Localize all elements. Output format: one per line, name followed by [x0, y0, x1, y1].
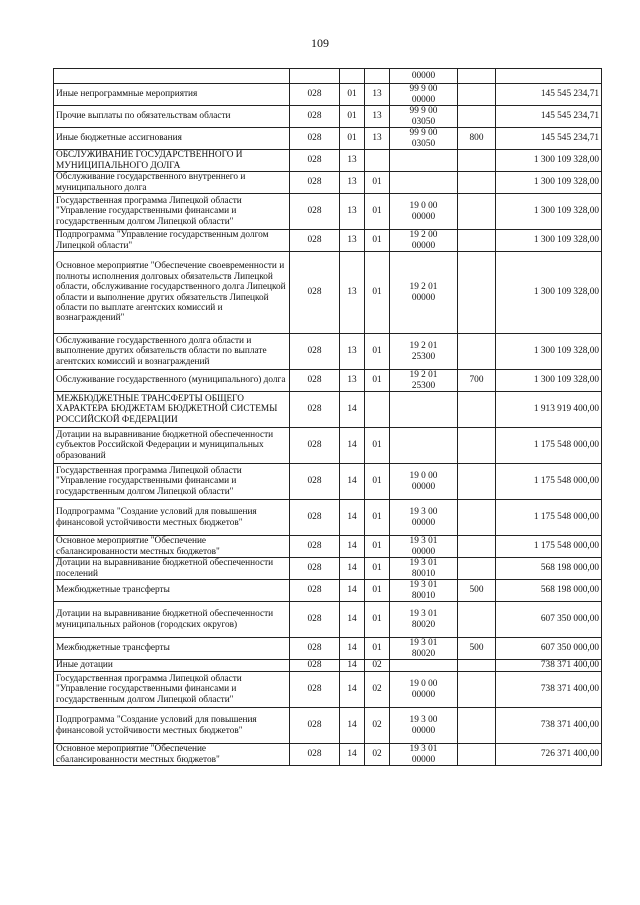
row-sum-cell: 1 175 548 000,00	[496, 428, 602, 464]
row-cs-cell	[390, 558, 458, 580]
row-gr-cell: 028	[290, 708, 340, 744]
row-name-cell: Иные дотации	[54, 660, 290, 672]
row-cs-cell	[390, 69, 458, 84]
cs-line-1: 19 2 00	[409, 230, 438, 241]
row-cs-cell	[390, 500, 458, 536]
row-cs-cell	[390, 660, 458, 672]
table-row	[54, 150, 602, 172]
row-sum-cell: 568 198 000,00	[496, 580, 602, 602]
row-gr-cell: 028	[290, 84, 340, 106]
cs-line-2: 03050	[411, 138, 436, 149]
row-gr-cell: 028	[290, 128, 340, 150]
row-pr-cell: 02	[365, 672, 390, 708]
row-cs-cell	[390, 84, 458, 106]
row-sum-cell: 1 175 548 000,00	[496, 536, 602, 558]
row-gr-cell: 028	[290, 150, 340, 172]
row-sum-cell: 1 913 919 400,00	[496, 392, 602, 428]
row-rz-cell: 13	[340, 172, 365, 194]
row-sum-cell: 145 545 234,71	[496, 84, 602, 106]
cs-line-2: 03050	[411, 116, 436, 127]
row-pr-cell: 02	[365, 708, 390, 744]
row-rz-cell: 13	[340, 334, 365, 370]
row-name-cell: Государственная программа Липецкой области "Управление государственными финансами и государственным долгом Липецкой области"	[54, 464, 290, 500]
row-rz-cell: 14	[340, 428, 365, 464]
row-rz-cell: 01	[340, 128, 365, 150]
cs-line-1: 19 3 01	[409, 580, 438, 591]
table-row	[54, 128, 602, 150]
cs-line-2: 80020	[411, 619, 436, 630]
row-pr-cell: 01	[365, 638, 390, 660]
cs-line-1: 19 3 00	[409, 715, 438, 726]
table-row	[54, 660, 602, 672]
row-gr-cell: 028	[290, 252, 340, 334]
cs-line-2: 00000	[411, 689, 436, 700]
row-vr-cell	[458, 106, 496, 128]
row-name-cell: Подпрограмма "Управление государственным долгом Липецкой области"	[54, 230, 290, 252]
row-name-cell: Обслуживание государственного внутреннего и муниципального долга	[54, 172, 290, 194]
row-gr-cell	[290, 69, 340, 84]
row-pr-cell: 01	[365, 370, 390, 392]
row-name-cell: Иные непрограммные мероприятия	[54, 84, 290, 106]
row-gr-cell: 028	[290, 660, 340, 672]
table-row	[54, 638, 602, 660]
row-pr-cell: 13	[365, 128, 390, 150]
row-sum-cell: 145 545 234,71	[496, 106, 602, 128]
table-row	[54, 500, 602, 536]
row-rz-cell: 14	[340, 500, 365, 536]
row-gr-cell: 028	[290, 536, 340, 558]
table-row	[54, 558, 602, 580]
row-rz-cell: 14	[340, 744, 365, 766]
row-gr-cell: 028	[290, 744, 340, 766]
table-row	[54, 672, 602, 708]
row-vr-cell	[458, 194, 496, 230]
row-cs-cell	[390, 128, 458, 150]
row-cs-cell	[390, 334, 458, 370]
cs-line-2: 00000	[411, 754, 436, 765]
row-rz-cell: 14	[340, 602, 365, 638]
cs-line-2: 80010	[411, 590, 436, 601]
row-cs-cell	[390, 580, 458, 602]
row-name-cell: Государственная программа Липецкой области "Управление государственными финансами и государственным долгом Липецкой области"	[54, 672, 290, 708]
row-gr-cell: 028	[290, 370, 340, 392]
table-row	[54, 464, 602, 500]
row-gr-cell: 028	[290, 334, 340, 370]
row-pr-cell: 02	[365, 744, 390, 766]
row-sum-cell: 738 371 400,00	[496, 660, 602, 672]
table-row	[54, 428, 602, 464]
table-body	[54, 69, 602, 766]
row-vr-cell	[458, 558, 496, 580]
cs-line-2: 00000	[411, 481, 436, 492]
cs-line-1: 19 3 01	[409, 744, 438, 755]
row-sum-cell: 1 175 548 000,00	[496, 464, 602, 500]
row-sum-cell: 738 371 400,00	[496, 708, 602, 744]
cs-line-1: 19 2 01	[409, 282, 438, 293]
cs-line-2: 00000	[411, 292, 436, 303]
row-vr-cell	[458, 150, 496, 172]
cs-line-1: 19 3 01	[409, 558, 438, 569]
row-vr-cell	[458, 464, 496, 500]
row-name-cell: Дотации на выравнивание бюджетной обеспеченности поселений	[54, 558, 290, 580]
cs-line-1: 19 0 00	[409, 201, 438, 212]
row-pr-cell: 01	[365, 194, 390, 230]
row-vr-cell	[458, 252, 496, 334]
row-name-cell: Межбюджетные трансферты	[54, 580, 290, 602]
table-row	[54, 708, 602, 744]
row-gr-cell: 028	[290, 392, 340, 428]
cs-line-1: 19 3 01	[409, 638, 438, 649]
table-row	[54, 602, 602, 638]
row-pr-cell: 01	[365, 252, 390, 334]
row-pr-cell: 01	[365, 334, 390, 370]
cs-line-1: 99 9 00	[409, 128, 438, 139]
row-gr-cell: 028	[290, 638, 340, 660]
cs-line-1: 19 2 01	[409, 341, 438, 352]
cs-line-2: 00000	[411, 725, 436, 736]
cs-line-2: 25300	[411, 351, 436, 362]
row-pr-cell: 02	[365, 660, 390, 672]
row-vr-cell	[458, 84, 496, 106]
row-name-cell: ОБСЛУЖИВАНИЕ ГОСУДАРСТВЕННОГО И МУНИЦИПАЛЬНОГО ДОЛГА	[54, 150, 290, 172]
row-sum-cell	[496, 69, 602, 84]
row-rz-cell: 13	[340, 194, 365, 230]
cs-line-1: 19 0 00	[409, 471, 438, 482]
row-pr-cell: 01	[365, 580, 390, 602]
row-vr-cell: 500	[458, 638, 496, 660]
row-sum-cell: 1 300 109 328,00	[496, 252, 602, 334]
row-vr-cell: 800	[458, 128, 496, 150]
cs-line-1: 99 9 00	[409, 84, 438, 95]
cs-line-1: 99 9 00	[409, 106, 438, 117]
row-vr-cell	[458, 672, 496, 708]
table-row	[54, 194, 602, 230]
row-name-cell: Обслуживание государственного долга области и выполнение других обязательств области по выплате агентских комиссий и вознаграждений	[54, 334, 290, 370]
row-vr-cell	[458, 708, 496, 744]
row-pr-cell: 13	[365, 106, 390, 128]
row-vr-cell	[458, 392, 496, 428]
row-vr-cell	[458, 602, 496, 638]
row-rz-cell	[340, 69, 365, 84]
row-pr-cell: 01	[365, 464, 390, 500]
cs-line-2: 80020	[411, 648, 436, 659]
row-name-cell: Основное мероприятие "Обеспечение сбалансированности местных бюджетов"	[54, 744, 290, 766]
row-cs-cell	[390, 230, 458, 252]
row-sum-cell: 1 175 548 000,00	[496, 500, 602, 536]
row-sum-cell: 145 545 234,71	[496, 128, 602, 150]
row-rz-cell: 14	[340, 708, 365, 744]
cs-line-1: 19 2 01	[409, 370, 438, 381]
row-name-cell: Дотации на выравнивание бюджетной обеспеченности субъектов Российской Федерации и муниципальных образований	[54, 428, 290, 464]
row-pr-cell	[365, 69, 390, 84]
row-rz-cell: 01	[340, 84, 365, 106]
row-name-cell: Иные бюджетные ассигнования	[54, 128, 290, 150]
table-row	[54, 536, 602, 558]
row-sum-cell: 607 350 000,00	[496, 638, 602, 660]
row-name-cell: Межбюджетные трансферты	[54, 638, 290, 660]
cs-line-1: 19 0 00	[409, 679, 438, 690]
budget-table	[53, 68, 602, 766]
row-sum-cell: 1 300 109 328,00	[496, 172, 602, 194]
cs-line-1: 19 3 00	[409, 507, 438, 518]
row-gr-cell: 028	[290, 602, 340, 638]
row-vr-cell: 500	[458, 580, 496, 602]
table-row	[54, 172, 602, 194]
cs-line-1: 19 3 01	[409, 536, 438, 547]
row-gr-cell: 028	[290, 172, 340, 194]
row-rz-cell: 14	[340, 464, 365, 500]
cs-line-2: 00000	[411, 517, 436, 528]
table-row	[54, 334, 602, 370]
row-cs-cell	[390, 150, 458, 172]
row-gr-cell: 028	[290, 464, 340, 500]
cs-line-2: 00000	[411, 70, 436, 81]
row-gr-cell: 028	[290, 580, 340, 602]
row-cs-cell	[390, 464, 458, 500]
row-pr-cell: 13	[365, 84, 390, 106]
row-cs-cell	[390, 172, 458, 194]
row-name-cell: Прочие выплаты по обязательствам области	[54, 106, 290, 128]
row-rz-cell: 14	[340, 536, 365, 558]
row-name-cell: Подпрограмма "Создание условий для повышения финансовой устойчивости местных бюджетов"	[54, 708, 290, 744]
table-row	[54, 580, 602, 602]
row-name-cell: Основное мероприятие "Обеспечение сбалансированности местных бюджетов"	[54, 536, 290, 558]
row-sum-cell: 1 300 109 328,00	[496, 334, 602, 370]
row-pr-cell: 01	[365, 428, 390, 464]
row-name-cell: Дотации на выравнивание бюджетной обеспеченности муниципальных районов (городских округов)	[54, 602, 290, 638]
row-name-cell	[54, 69, 290, 84]
row-cs-cell	[390, 672, 458, 708]
table-row	[54, 84, 602, 106]
row-vr-cell	[458, 744, 496, 766]
row-rz-cell: 13	[340, 252, 365, 334]
row-pr-cell: 01	[365, 558, 390, 580]
row-cs-cell	[390, 536, 458, 558]
cs-line-2: 00000	[411, 240, 436, 251]
row-sum-cell: 1 300 109 328,00	[496, 230, 602, 252]
row-gr-cell: 028	[290, 558, 340, 580]
row-rz-cell: 14	[340, 672, 365, 708]
page-number: 109	[311, 36, 329, 50]
row-cs-cell	[390, 638, 458, 660]
table-row	[54, 230, 602, 252]
row-rz-cell: 14	[340, 558, 365, 580]
table-row	[54, 69, 602, 84]
row-cs-cell	[390, 194, 458, 230]
row-vr-cell	[458, 69, 496, 84]
row-gr-cell: 028	[290, 428, 340, 464]
row-cs-cell	[390, 392, 458, 428]
cs-line-2: 80010	[411, 568, 436, 579]
cs-line-2: 00000	[411, 211, 436, 222]
row-gr-cell: 028	[290, 230, 340, 252]
table-row	[54, 252, 602, 334]
row-pr-cell: 01	[365, 536, 390, 558]
row-sum-cell: 1 300 109 328,00	[496, 370, 602, 392]
row-sum-cell: 607 350 000,00	[496, 602, 602, 638]
row-sum-cell: 726 371 400,00	[496, 744, 602, 766]
row-vr-cell	[458, 172, 496, 194]
table-row	[54, 744, 602, 766]
row-cs-cell	[390, 744, 458, 766]
row-cs-cell	[390, 602, 458, 638]
row-vr-cell	[458, 536, 496, 558]
row-sum-cell: 568 198 000,00	[496, 558, 602, 580]
row-vr-cell: 700	[458, 370, 496, 392]
cs-line-2: 25300	[411, 380, 436, 391]
row-rz-cell: 13	[340, 150, 365, 172]
row-rz-cell: 14	[340, 392, 365, 428]
table-row	[54, 370, 602, 392]
row-rz-cell: 14	[340, 660, 365, 672]
row-gr-cell: 028	[290, 194, 340, 230]
row-pr-cell	[365, 392, 390, 428]
row-vr-cell	[458, 660, 496, 672]
row-pr-cell: 01	[365, 500, 390, 536]
row-rz-cell: 14	[340, 638, 365, 660]
row-sum-cell: 738 371 400,00	[496, 672, 602, 708]
table-row	[54, 392, 602, 428]
row-rz-cell: 01	[340, 106, 365, 128]
row-pr-cell	[365, 150, 390, 172]
row-name-cell: Обслуживание государственного (муниципального) долга	[54, 370, 290, 392]
cs-line-1: 19 3 01	[409, 609, 438, 620]
row-gr-cell: 028	[290, 500, 340, 536]
row-vr-cell	[458, 230, 496, 252]
row-name-cell: Государственная программа Липецкой области "Управление государственными финансами и государственным долгом Липецкой области"	[54, 194, 290, 230]
row-vr-cell	[458, 428, 496, 464]
row-sum-cell: 1 300 109 328,00	[496, 150, 602, 172]
row-cs-cell	[390, 106, 458, 128]
row-vr-cell	[458, 334, 496, 370]
row-vr-cell	[458, 500, 496, 536]
row-cs-cell	[390, 252, 458, 334]
row-name-cell: Основное мероприятие "Обеспечение своевременности и полноты исполнения долговых обязательств Липецкой области, обслуживание государственного долга Липецкой области и выполнение других обязательств Липецкой области по выплате агентских комиссий и вознаграждений"	[54, 252, 290, 334]
row-cs-cell	[390, 708, 458, 744]
row-cs-cell	[390, 370, 458, 392]
row-name-cell: Подпрограмма "Создание условий для повышения финансовой устойчивости местных бюджетов"	[54, 500, 290, 536]
row-rz-cell: 13	[340, 370, 365, 392]
row-name-cell: МЕЖБЮДЖЕТНЫЕ ТРАНСФЕРТЫ ОБЩЕГО ХАРАКТЕРА БЮДЖЕТАМ БЮДЖЕТНОЙ СИСТЕМЫ РОССИЙСКОЙ ФЕДЕРАЦИИ	[54, 392, 290, 428]
row-pr-cell: 01	[365, 602, 390, 638]
row-sum-cell: 1 300 109 328,00	[496, 194, 602, 230]
row-pr-cell: 01	[365, 230, 390, 252]
row-pr-cell: 01	[365, 172, 390, 194]
table-row	[54, 106, 602, 128]
row-rz-cell: 13	[340, 230, 365, 252]
cs-line-2: 00000	[411, 94, 436, 105]
cs-line-2: 00000	[411, 546, 436, 557]
row-gr-cell: 028	[290, 672, 340, 708]
row-cs-cell	[390, 428, 458, 464]
row-gr-cell: 028	[290, 106, 340, 128]
row-rz-cell: 14	[340, 580, 365, 602]
